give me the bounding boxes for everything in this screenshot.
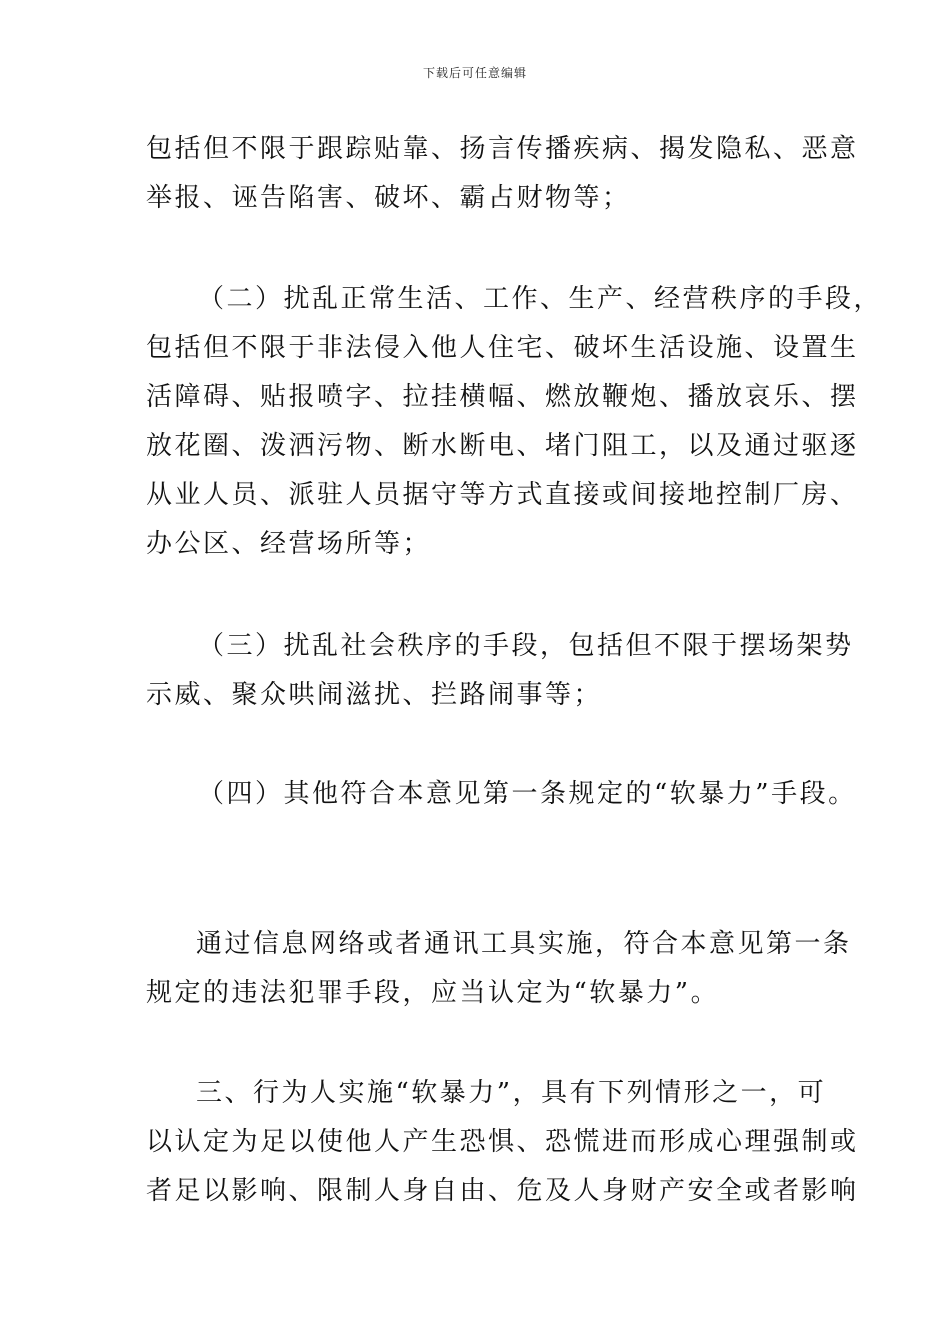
paragraph-line: 以认定为足以使他人产生恐惧、恐慌进而形成心理强制或	[146, 1127, 859, 1157]
paragraph-line: （三）扰乱社会秩序的手段，包括但不限于摆场架势	[198, 631, 854, 661]
paragraph-line: 包括但不限于非法侵入他人住宅、破坏生活设施、设置生	[146, 333, 859, 363]
paragraph-line: （四）其他符合本意见第一条规定的“软暴力”手段。	[198, 779, 857, 809]
paragraph-2	[146, 275, 883, 569]
paragraph-line: 者足以影响、限制人身自由、危及人身财产安全或者影响	[146, 1176, 859, 1206]
paragraph-line: （二）扰乱正常生活、工作、生产、经营秩序的手段，	[198, 284, 883, 314]
paragraph-line: 放花圈、泼洒污物、断水断电、堵门阻工，以及通过驱逐	[146, 431, 859, 461]
paragraph-1	[146, 125, 859, 223]
paragraph-4	[146, 770, 857, 819]
paragraph-line: 举报、诬告陷害、破坏、霸占财物等；	[146, 183, 631, 213]
paragraph-line: 通过信息网络或者通讯工具实施，符合本意见第一条	[196, 929, 852, 959]
paragraph-line: 从业人员、派驻人员据守等方式直接或间接地控制厂房、	[146, 480, 859, 510]
paragraph-line: 规定的违法犯罪手段，应当认定为“软暴力”。	[146, 978, 720, 1008]
page-header: 下载后可任意编辑	[422, 66, 527, 80]
paragraph-3	[146, 622, 854, 720]
paragraph-6	[146, 1069, 859, 1216]
paragraph-line: 活障碍、贴报喷字、拉挂横幅、燃放鞭炮、播放哀乐、摆	[146, 382, 859, 412]
paragraph-line: 包括但不限于跟踪贴靠、扬言传播疾病、揭发隐私、恶意	[146, 134, 859, 164]
paragraph-line: 三、行为人实施“软暴力”，具有下列情形之一，可	[196, 1078, 827, 1108]
paragraph-5	[146, 920, 852, 1018]
paragraph-line: 示威、聚众哄闹滋扰、拦路闹事等；	[146, 680, 603, 710]
paragraph-line: 办公区、经营场所等；	[146, 529, 432, 559]
